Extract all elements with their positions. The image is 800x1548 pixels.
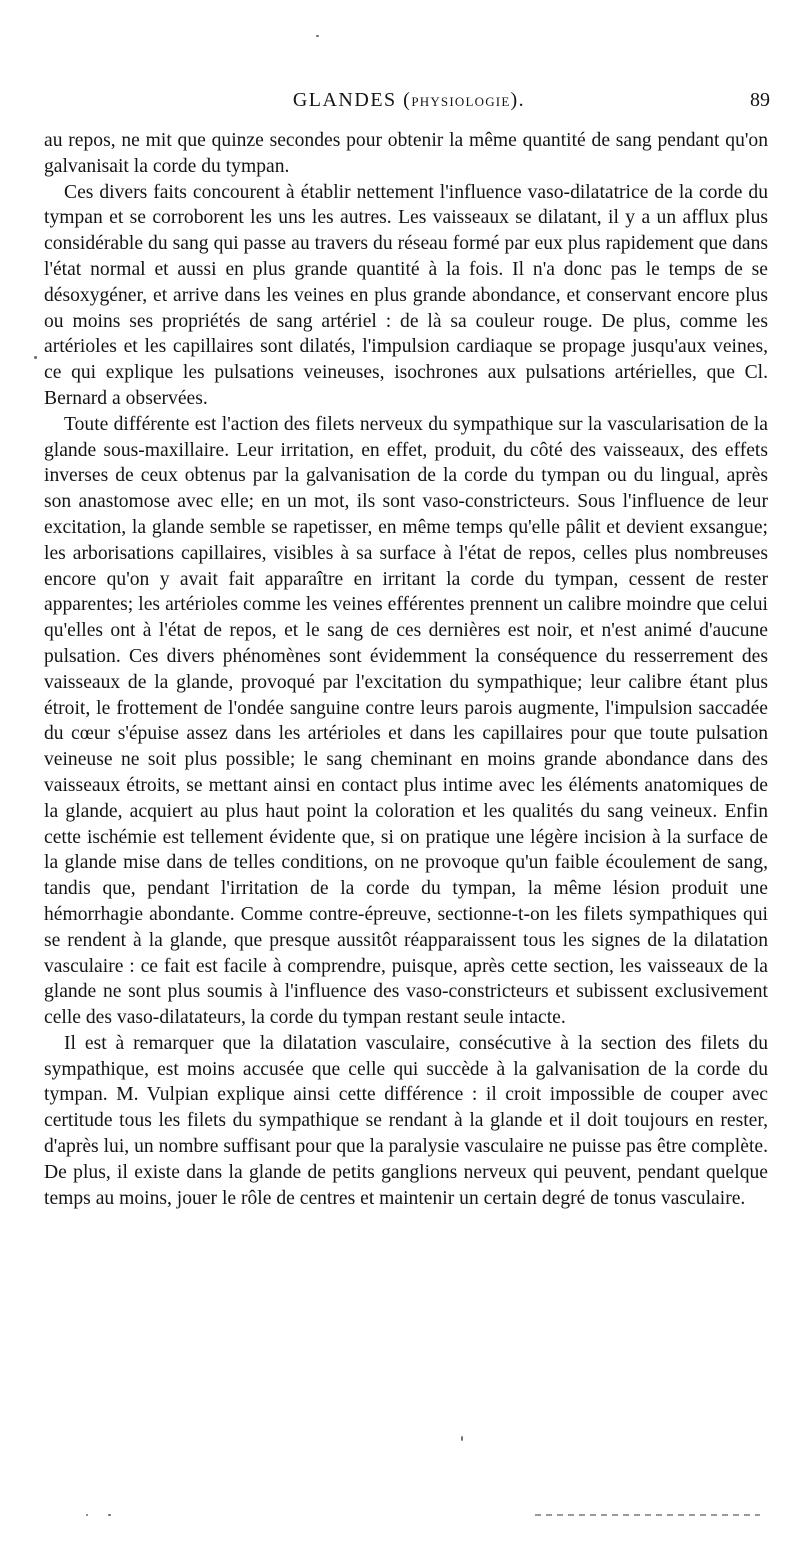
scan-speck: [34, 356, 37, 359]
paragraph: Toute différente est l'action des filets nerveux du sympathique sur la vascularisation de la glande sous-maxillaire. Leur irritation, en effet, produit, du côté des vaisseaux, des effets inverses de ceux obtenus par la galvanisation de la corde du tympan ou du lingual, après son anastomose avec elle; en un mot, ils sont vaso-constricteurs. Sous l'influence de leur excitation, la glande semble se rapetisser, en même temps qu'elle pâlit et devient exsangue; les arborisations capillaires, visibles à sa surface à l'état de repos, celles plus nombreuses encore qu'on y avait fait apparaître en irritant la corde du tympan, cessent de rester apparentes; les artérioles comme les veines efférentes prennent un calibre moindre que celui qu'elles ont à l'état de repos, et le sang de ces dernières est noir, et n'est animé d'aucune pulsation. Ces divers phénomènes sont évidemment la conséquence du resserrement des vaisseaux de la glande, provoqué par l'excitation du sympathique; leur calibre étant plus étroit, le frottement de l'ondée sanguine contre leurs parois augmente, l'impulsion saccadée du cœur s'épuise assez dans les artérioles et dans les capillaires pour que toute pulsation veineuse ne soit plus possible; le sang cheminant en moins grande abondance dans des vaisseaux étroits, se mettant ainsi en contact plus intime avec les éléments anatomiques de la glande, acquiert au plus haut point la coloration et les qualités du sang veineux. Enfin cette ischémie est tellement évidente que, si on pratique une légère incision à la surface de la glande mise dans de telles conditions, on ne provoque qu'un faible écoulement de sang, tandis que, pendant l'irritation de la corde du tympan, la même lésion produit une hémorrhagie abondante. Comme contre-épreuve, sectionne-t-on les filets sympathiques qui se rendent à la glande, que presque aussitôt réapparaissent tous les signes de la dilatation vasculaire : ce fait est facile à comprendre, puisque, après cette section, les vaisseaux de la glande ne sont plus soumis à l'influence des vaso-constricteurs et subissent exclusivement celle des vaso-dilatateurs, la corde du tympan restant seule intacte.: [44, 413, 768, 1029]
page-number: 89: [750, 89, 770, 111]
scan-dash-row: [535, 1514, 760, 1516]
running-title-main: GLANDES (: [292, 89, 412, 111]
page-header: [48, 89, 770, 119]
scan-speck: [316, 35, 319, 37]
running-title-end: ).: [510, 89, 526, 111]
scan-speck: [461, 1436, 463, 1441]
running-title-subject: PHYSIOLOGIE: [411, 94, 511, 109]
scan-speck: [108, 1514, 111, 1516]
running-title: [48, 89, 770, 112]
scan-speck: [86, 1514, 88, 1516]
paragraph-continued: au repos, ne mit que quinze secondes pour obtenir la même quantité de sang pendant qu'on galvanisait la corde du tympan.: [44, 130, 768, 177]
paragraph: Ces divers faits concourent à établir nettement l'influence vaso-dilatatrice de la corde du tympan et se corroborent les uns les autres. Les vaisseaux se dilatant, il y a un afflux plus considérable du sang qui passe au travers du réseau formé par eux plus rapidement que dans l'état normal et aussi en plus grande quantité à la fois. Il n'a donc pas le temps de se désoxygéner, et arrive dans les veines en plus grande abondance, et conservant encore plus ou moins ses propriétés de sang artériel : de là sa couleur rouge. De plus, comme les artérioles et les capillaires sont dilatés, l'impulsion cardiaque se propage jusqu'aux veines, ce qui explique les pulsations veineuses, isochrones aux pulsations artérielles, que Cl. Bernard a observées.: [44, 181, 768, 409]
body-text: [44, 128, 768, 1211]
paragraph: Il est à remarquer que la dilatation vasculaire, consécutive à la section des filets du sympathique, est moins accusée que celle qui succède à la galvanisation de la corde du tympan. M. Vulpian explique ainsi cette différence : il croit impossible de couper avec certitude tous les filets du sympathique se rendant à la glande et il doit toujours en rester, d'après lui, un nombre suffisant pour que la paralysie vasculaire ne puisse pas être complète. De plus, il existe dans la glande de petits ganglions nerveux qui peuvent, pendant quelque temps au moins, jouer le rôle de centres et maintenir un certain degré de tonus vasculaire.: [44, 1032, 768, 1209]
